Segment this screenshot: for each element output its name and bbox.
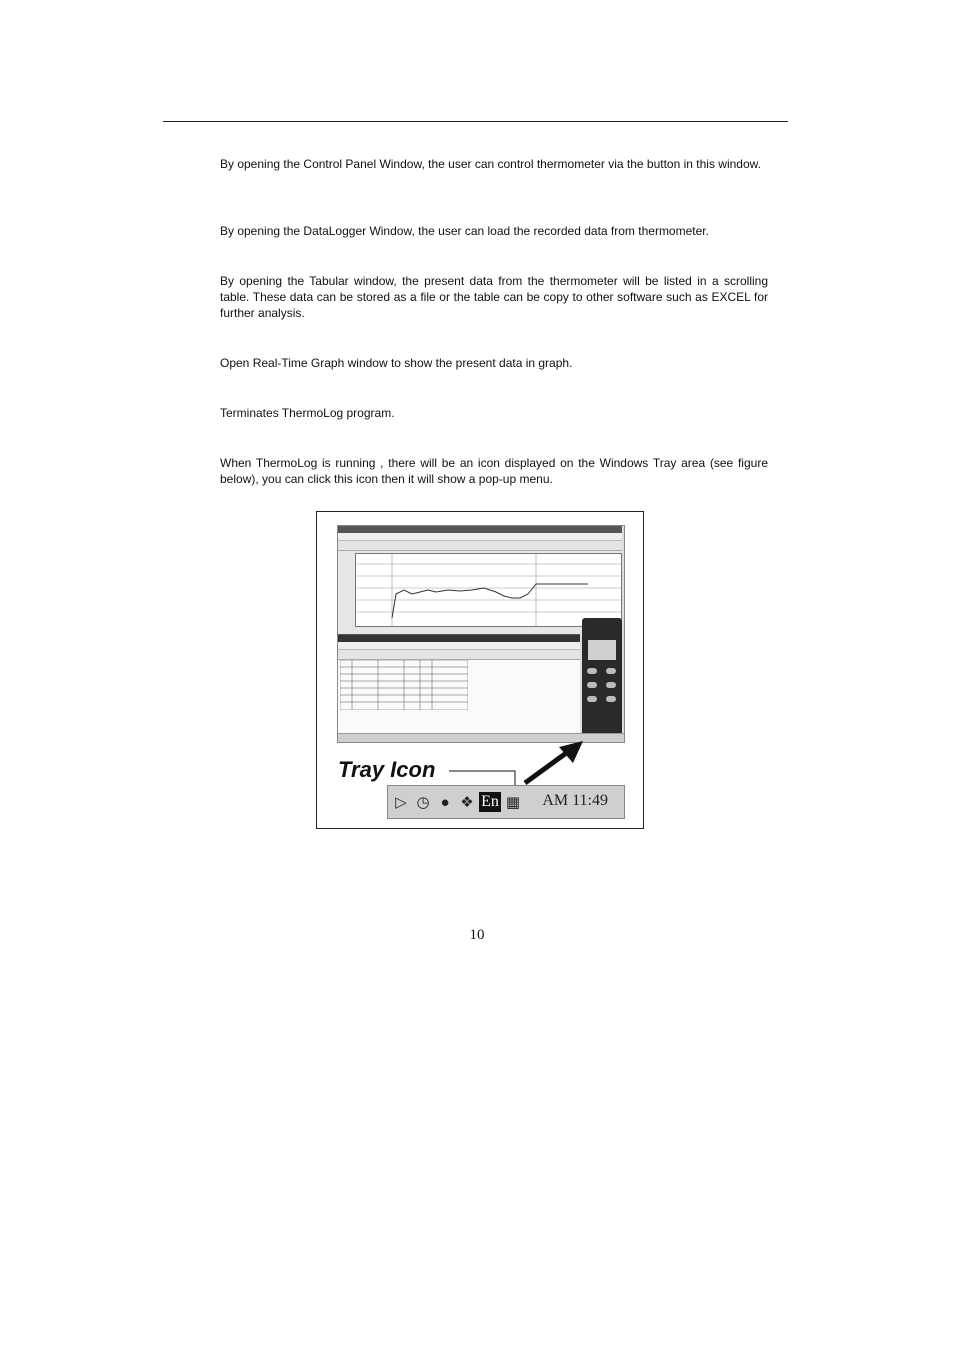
paragraph-tray-icon: When ThermoLog is running , there will be an icon displayed on the Windows Tray area (see figure below), you can click this icon then it will show a pop-up menu. bbox=[220, 456, 768, 486]
graph-window-menubar bbox=[338, 533, 622, 541]
paragraph-control-panel: By opening the Control Panel Window, the user can control thermometer via the button in this window. bbox=[220, 157, 761, 171]
tabular-window-titlebar bbox=[338, 635, 580, 642]
meter-display bbox=[588, 640, 616, 660]
paragraph-real-time-graph: Open Real-Time Graph window to show the present data in graph. bbox=[220, 356, 573, 370]
graph-plot-area bbox=[355, 553, 622, 627]
data-grid-lines bbox=[340, 660, 468, 710]
graph-window-titlebar bbox=[338, 526, 622, 533]
meter-button bbox=[587, 668, 597, 674]
paragraph-tabular: By opening the Tabular window, the present data from the thermometer will be listed in a scrolling table. These data can be stored as a file or the table can be copy to other software such as EXCEL for further analysis. bbox=[220, 274, 768, 320]
thermolog-tray-icon[interactable]: ▦ bbox=[505, 794, 521, 811]
thermometer-control-panel-image bbox=[582, 618, 622, 736]
graph-window-toolbar bbox=[338, 541, 622, 551]
globe-icon[interactable]: ● bbox=[440, 793, 450, 811]
tray-clock: AM 11:49 bbox=[542, 792, 608, 809]
tabular-window-toolbar bbox=[338, 650, 580, 660]
page-number: 10 bbox=[469, 927, 485, 943]
meter-button bbox=[606, 682, 616, 688]
meter-button bbox=[587, 696, 597, 702]
tabular-window-menubar bbox=[338, 642, 580, 650]
header-rule bbox=[163, 121, 788, 122]
tabular-window bbox=[338, 634, 580, 735]
meter-button bbox=[606, 668, 616, 674]
pointer-arrow-icon bbox=[517, 737, 589, 787]
speaker-icon[interactable]: ▷ bbox=[395, 794, 407, 811]
chat-icon[interactable]: ❖ bbox=[460, 794, 474, 811]
tray-icon-figure bbox=[316, 511, 644, 829]
scheduler-icon[interactable]: ◷ bbox=[416, 794, 430, 811]
real-time-graph-window bbox=[338, 526, 622, 634]
language-icon[interactable]: En bbox=[479, 792, 501, 812]
paragraph-terminate: Terminates ThermoLog program. bbox=[220, 406, 395, 420]
thermolog-screenshot bbox=[337, 525, 625, 743]
windows-tray-area bbox=[387, 785, 625, 819]
meter-button bbox=[606, 696, 616, 702]
paragraph-datalogger: By opening the DataLogger Window, the user can load the recorded data from thermometer. bbox=[220, 224, 709, 238]
meter-button bbox=[587, 682, 597, 688]
temperature-curve bbox=[356, 554, 621, 626]
tabular-data-grid bbox=[340, 660, 468, 710]
tray-icon-label: Tray Icon bbox=[338, 757, 436, 782]
